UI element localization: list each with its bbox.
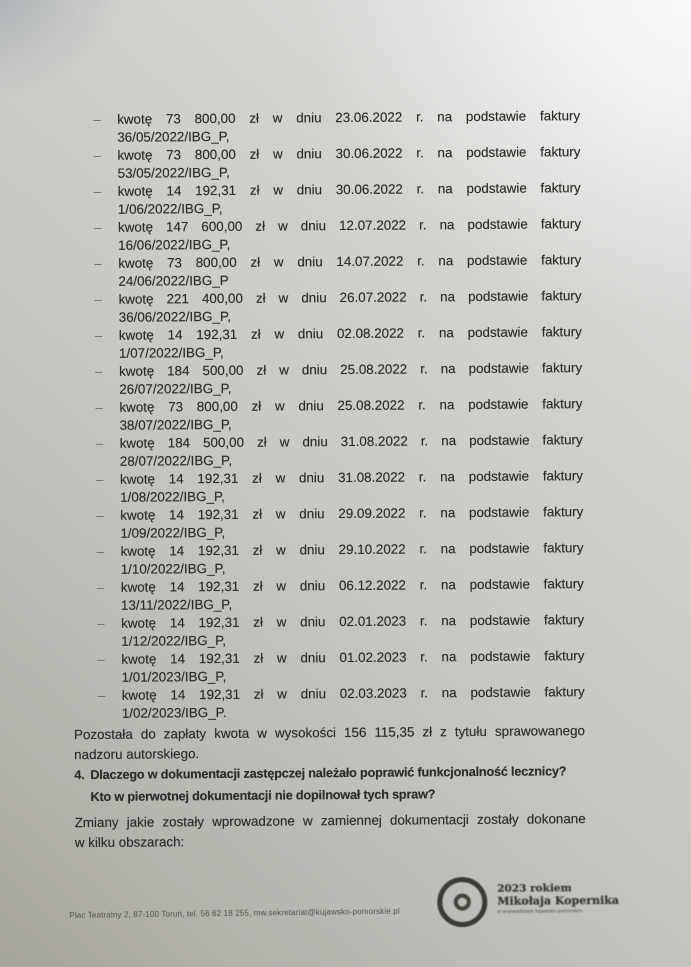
paragraph-line: Zmiany jakie zostały wprowadzone w zamiennej dokumentacji zostały dokonane — [74, 811, 586, 831]
question-text — [90, 761, 590, 808]
invoice-number-line: 38/07/2022/IBG_P, — [119, 416, 232, 433]
invoice-amount-line: kwotę 14 192,31 zł w dniu 02.03.2023 r. na podstawie faktury — [121, 684, 585, 703]
paragraph-line: w kilku obszarach: — [74, 834, 185, 851]
bullet-dash-icon: – — [97, 687, 106, 703]
invoice-amount-line: kwotę 14 192,31 zł w dniu 31.08.2022 r. na podstawie faktury — [119, 468, 584, 487]
list-item — [97, 647, 584, 687]
stamp-text — [497, 882, 619, 914]
paragraph-remaining-amount — [74, 721, 585, 764]
list-item — [95, 395, 582, 435]
invoice-amount-line: kwotę 14 192,31 zł w dniu 02.08.2022 r. na podstawie faktury — [118, 324, 582, 343]
invoice-number-line: 36/05/2022/IBG_P, — [117, 128, 230, 145]
stamp-line-1: 2023 rokiem — [497, 882, 572, 895]
stamp-line-3: w województwie kujawsko-pomorskim — [497, 908, 583, 914]
invoice-amount-line: kwotę 221 400,00 zł w dniu 26.07.2022 r. na podstawie faktury — [118, 288, 582, 307]
bullet-dash-icon: – — [96, 507, 104, 523]
paragraph-changes — [75, 809, 586, 853]
bullet-dash-icon: – — [96, 543, 105, 559]
list-item — [96, 431, 583, 471]
footer-address: Plac Teatralny 2, 87-100 Toruń, tel. 56 62 18 255, mw.sekretariat@kujawsko-pomorskie.pl — [69, 906, 400, 921]
bullet-dash-icon: – — [93, 219, 102, 235]
invoice-number-line: 28/07/2022/IBG_P, — [119, 452, 233, 469]
bullet-dash-icon: – — [93, 183, 102, 199]
invoice-number-line: 1/09/2022/IBG_P, — [120, 524, 226, 541]
invoice-number-line: 1/02/2023/IBG_P. — [121, 704, 227, 721]
invoice-amount-line: kwotę 14 192,31 zł w dniu 29.10.2022 r. na podstawie faktury — [120, 540, 584, 559]
invoice-list — [93, 107, 585, 723]
bullet-dash-icon: – — [95, 399, 103, 415]
invoice-amount-line: kwotę 14 192,31 zł w dniu 02.01.2023 r. na podstawie faktury — [121, 612, 585, 631]
list-item — [97, 611, 584, 651]
list-item — [95, 359, 582, 399]
invoice-number-line: 24/06/2022/IBG_P — [118, 272, 229, 289]
list-item — [96, 539, 583, 579]
invoice-amount-line: kwotę 14 192,31 zł w dniu 30.06.2022 r. na podstawie faktury — [117, 180, 581, 199]
bullet-dash-icon: – — [94, 327, 103, 343]
invoice-number-line: 1/08/2022/IBG_P, — [120, 488, 225, 505]
invoice-amount-line: kwotę 14 192,31 zł w dniu 06.12.2022 r. na podstawie faktury — [120, 576, 584, 595]
bullet-dash-icon: – — [94, 255, 102, 271]
invoice-number-line: 1/12/2022/IBG_P, — [121, 632, 227, 649]
list-item — [96, 467, 583, 507]
list-item — [94, 251, 581, 291]
invoice-amount-line: kwotę 14 192,31 zł w dniu 01.02.2023 r. na podstawie faktury — [121, 648, 585, 667]
invoice-amount-line: kwotę 73 800,00 zł w dniu 30.06.2022 r. na podstawie faktury — [117, 144, 581, 163]
bullet-dash-icon: – — [97, 651, 105, 667]
question-number: 4. — [74, 768, 85, 783]
paragraph-line: nadzoru autorskiego. — [74, 745, 200, 762]
list-item — [95, 323, 582, 363]
list-item — [93, 107, 580, 147]
bullet-dash-icon: – — [94, 291, 103, 307]
list-item — [93, 143, 580, 183]
invoice-number-line: 1/01/2023/IBG_P, — [121, 668, 227, 685]
question-line: Kto w pierwotnej dokumentacji nie dopilnował tych spraw? — [90, 786, 436, 804]
bullet-dash-icon: – — [95, 363, 103, 379]
list-item — [95, 287, 582, 327]
question-4 — [74, 761, 590, 808]
paragraph-line: Pozostała do zapłaty kwota w wysokości 156 115,35 zł z tytułu sprawowanego — [73, 723, 586, 743]
invoice-amount-line: kwotę 184 500,00 zł w dniu 25.08.2022 r. na podstawie faktury — [119, 360, 583, 379]
invoice-amount-line: kwotę 73 800,00 zł w dniu 23.06.2022 r. na podstawie faktury — [117, 108, 581, 127]
stamp-line-2: Mikołaja Kopernika — [497, 893, 620, 908]
invoice-number-line: 1/06/2022/IBG_P, — [117, 200, 223, 217]
bullet-dash-icon: – — [93, 147, 101, 163]
invoice-amount-line: kwotę 73 800,00 zł w dniu 14.07.2022 r. na podstawie faktury — [118, 252, 582, 271]
invoice-number-line: 13/11/2022/IBG_P, — [120, 596, 233, 613]
bullet-dash-icon: – — [96, 579, 105, 595]
invoice-number-line: 36/06/2022/IBG_P, — [118, 308, 231, 325]
invoice-amount-line: kwotę 184 500,00 zł w dniu 31.08.2022 r. na podstawie faktury — [119, 432, 583, 451]
list-item — [97, 575, 584, 615]
invoice-number-line: 1/07/2022/IBG_P, — [118, 344, 224, 361]
list-item — [98, 683, 585, 723]
copernicus-orbit-logo-icon — [437, 877, 487, 927]
invoice-amount-line: kwotę 147 600,00 zł w dniu 12.07.2022 r. na podstawie faktury — [117, 216, 582, 235]
invoice-amount-line: kwotę 73 800,00 zł w dniu 25.08.2022 r. na podstawie faktury — [119, 396, 583, 415]
bullet-dash-icon: – — [97, 615, 105, 631]
invoice-number-line: 1/10/2022/IBG_P, — [120, 560, 226, 577]
question-line: Dlaczego w dokumentacji zastępczej należało poprawić funkcjonalność lecznicy? — [90, 764, 567, 783]
list-item — [94, 215, 581, 255]
list-item — [96, 503, 583, 543]
bullet-dash-icon: – — [95, 435, 104, 451]
bullet-dash-icon: – — [95, 471, 104, 487]
invoice-number-line: 16/06/2022/IBG_P, — [118, 236, 231, 253]
list-item — [94, 179, 581, 219]
copernicus-stamp — [433, 872, 664, 944]
bullet-dash-icon: – — [93, 111, 101, 127]
invoice-number-line: 53/05/2022/IBG_P, — [117, 164, 230, 181]
invoice-number-line: 26/07/2022/IBG_P, — [119, 380, 232, 397]
invoice-amount-line: kwotę 14 192,31 zł w dniu 29.09.2022 r. na podstawie faktury — [120, 504, 584, 523]
